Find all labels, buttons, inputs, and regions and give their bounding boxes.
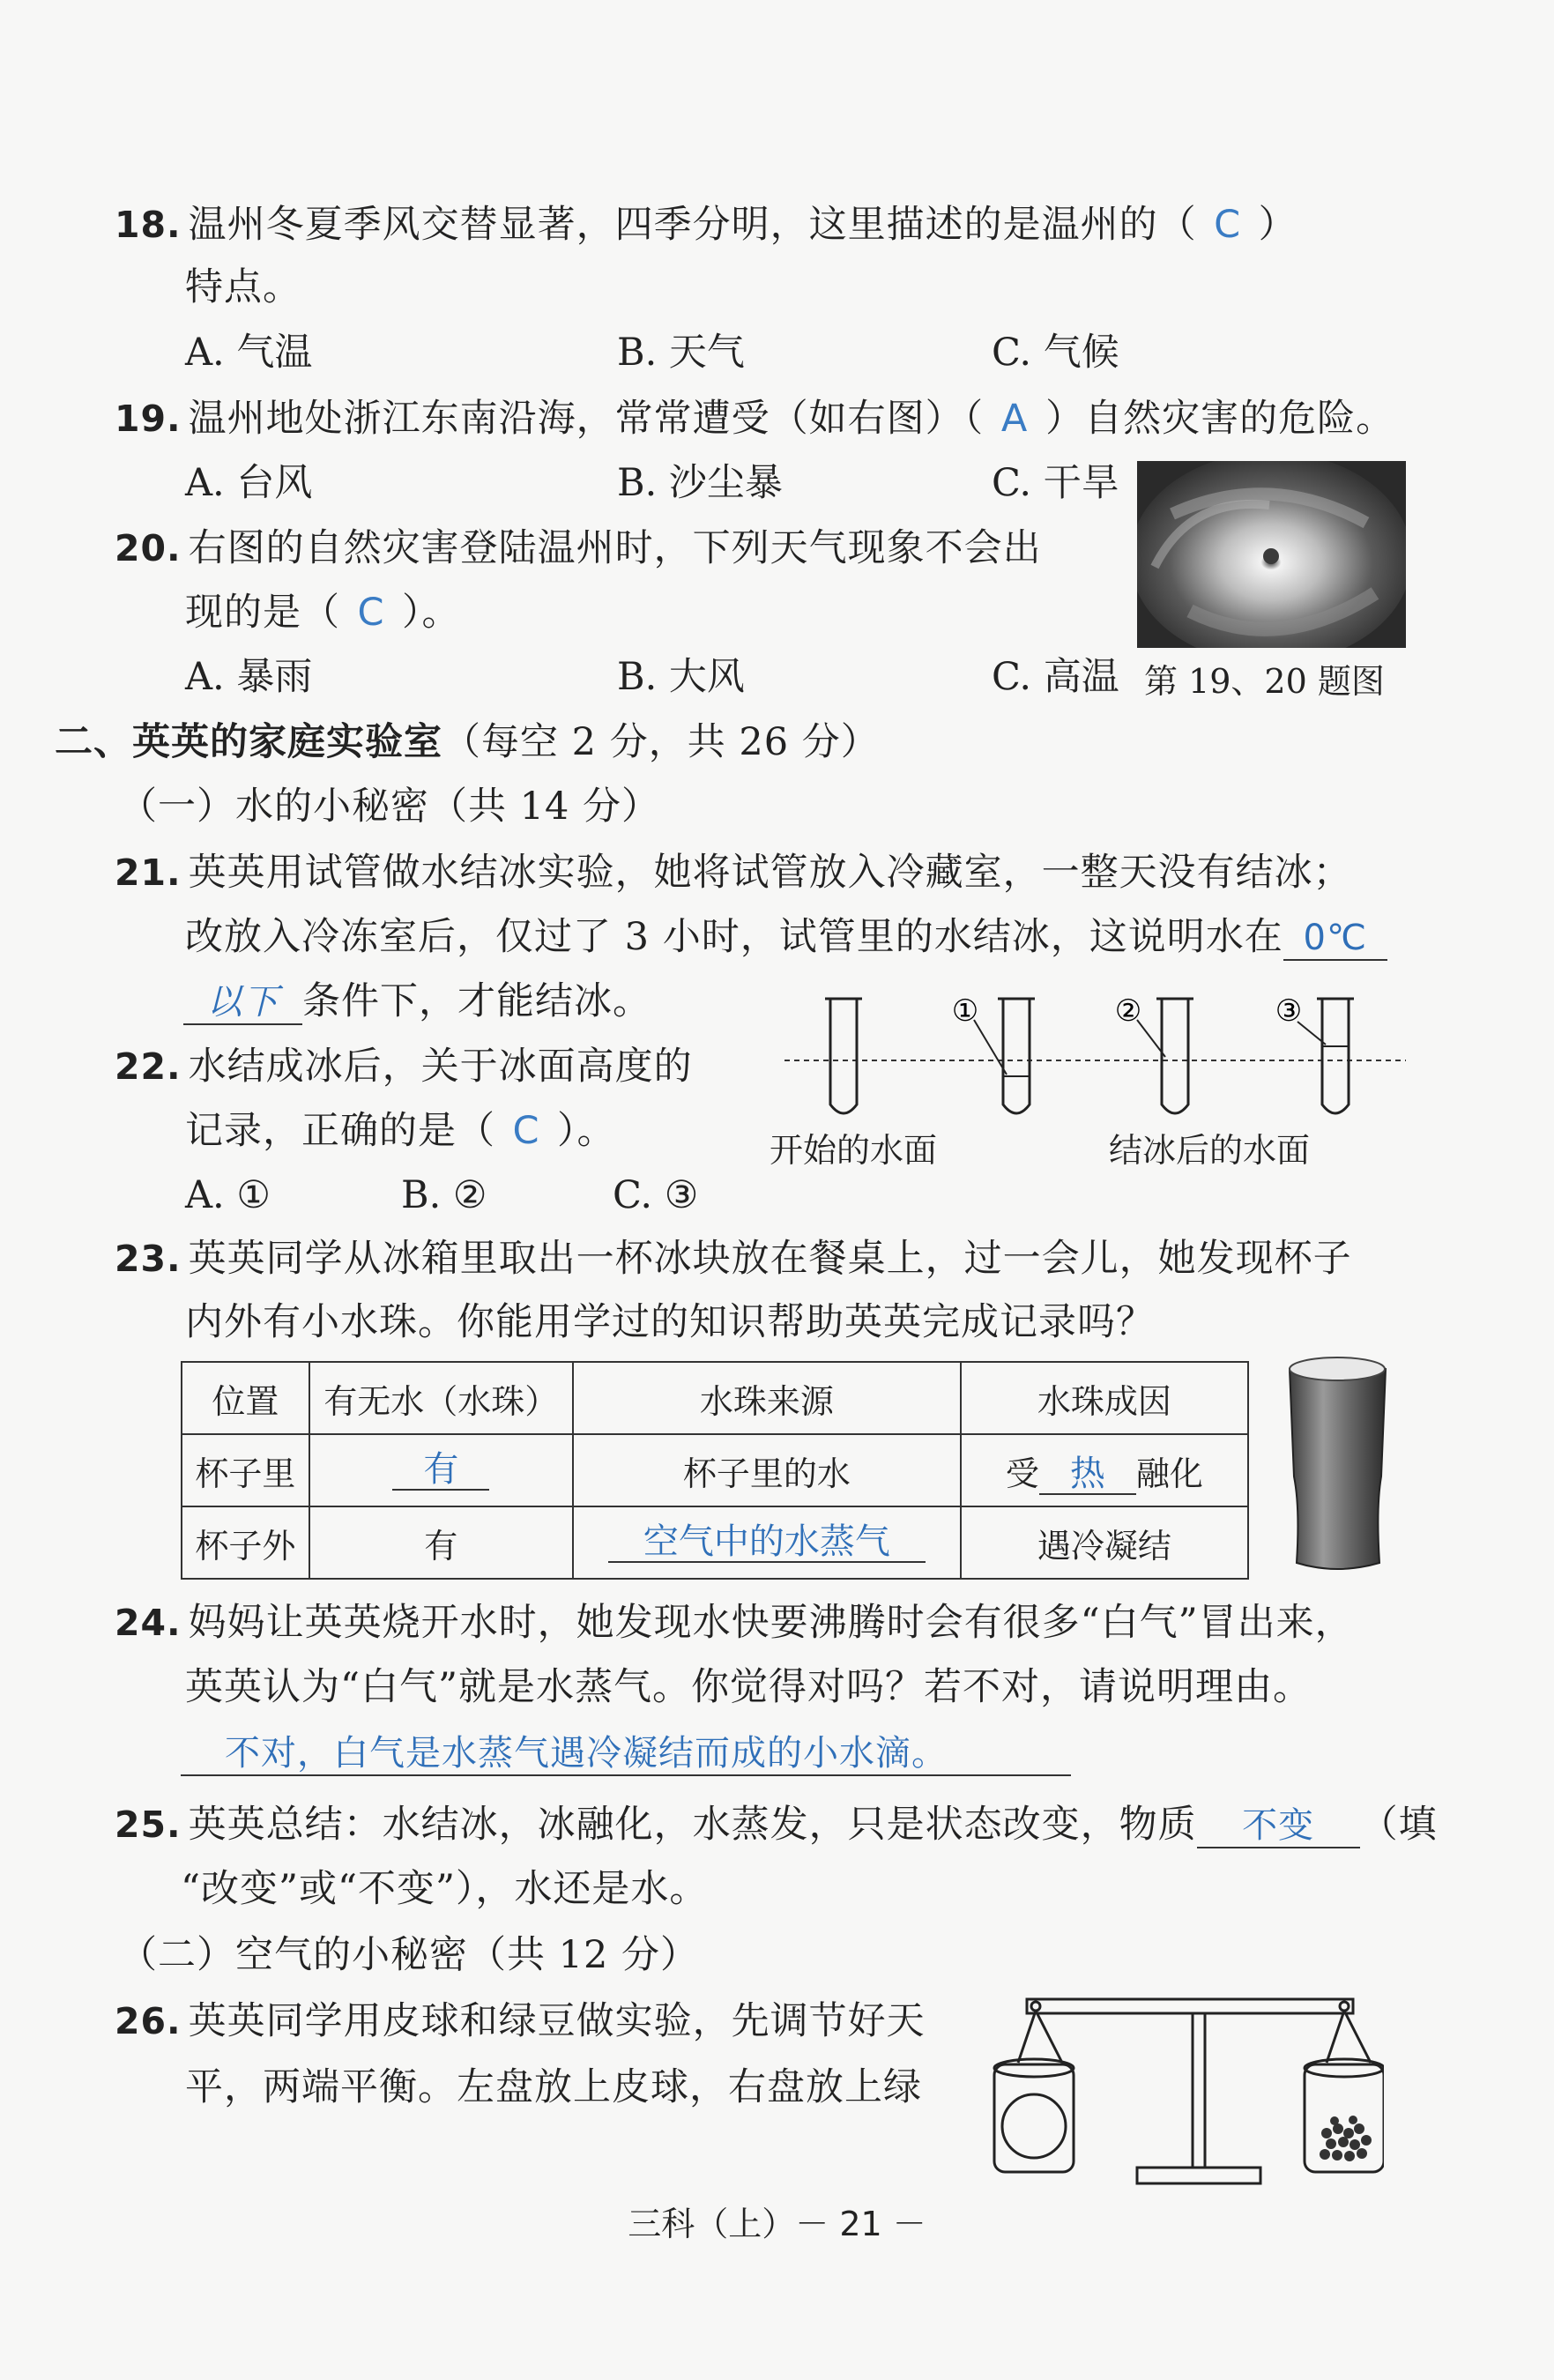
- caption-start-water: 开始的水面: [770, 1131, 938, 1170]
- test-tube-start: [825, 999, 862, 1113]
- question-text: 水结成冰后，关于冰面高度的: [188, 1045, 693, 1089]
- table-cell: 杯子里的水: [573, 1434, 961, 1506]
- question-close: ）自然灾害的危险。: [1045, 397, 1395, 441]
- question-21: [115, 846, 1352, 899]
- answer-choice: C: [512, 1109, 540, 1153]
- question-23: [115, 1232, 1352, 1285]
- test-tube-2: [1137, 999, 1193, 1113]
- question-number: 26.: [115, 2000, 182, 2042]
- table-row: [182, 1434, 1248, 1506]
- marker-label-3: ③: [1275, 993, 1303, 1029]
- question-text: 英英同学从冰箱里取出一杯冰块放在餐桌上，过一会儿，她发现杯子: [188, 1237, 1352, 1281]
- question-text: 记录，正确的是（: [185, 1109, 495, 1153]
- question-22: [115, 1040, 693, 1093]
- option-c: C. 高温: [992, 655, 1119, 699]
- table-cell: 遇冷凝结: [961, 1506, 1248, 1579]
- question-text: 温州冬夏季风交替显著，四季分明，这里描述的是温州的（: [188, 203, 1197, 247]
- table-cell: [309, 1434, 573, 1506]
- record-table: [181, 1361, 1249, 1580]
- question-25: [115, 1798, 1438, 1851]
- table-cell: 杯子外: [182, 1506, 309, 1579]
- question-18-cont: 特点。: [185, 265, 301, 309]
- question-19: [115, 392, 1394, 445]
- test-tube-3: [1297, 999, 1354, 1113]
- option-a: A. ①: [185, 1173, 271, 1217]
- section-title: 二、英英的家庭实验室: [55, 720, 442, 764]
- answer-blank: 热: [1039, 1454, 1136, 1495]
- question-18: [115, 198, 1297, 251]
- ice-cup-image: [1283, 1353, 1393, 1578]
- question-20: [115, 522, 1042, 575]
- question-close: ）。: [402, 591, 461, 635]
- answer-blank: 空气中的水蒸气: [608, 1522, 926, 1563]
- table-cell: [573, 1506, 961, 1579]
- answer-blank: 有: [392, 1450, 489, 1491]
- question-24-answer-line: [181, 1726, 1071, 1779]
- question-text-after: （填: [1359, 1803, 1438, 1847]
- answer-blank: 不变: [1197, 1804, 1360, 1848]
- question-24-cont: 英英认为“白气”就是水蒸气。你觉得对吗？若不对，请说明理由。: [185, 1665, 1312, 1709]
- option-b: B. 天气: [617, 331, 745, 375]
- question-text: 英英用试管做水结冰实验，她将试管放入冷藏室，一整天没有结冰；: [188, 851, 1352, 895]
- caption-after-freezing: 结冰后的水面: [1109, 1131, 1311, 1170]
- answer-choice: A: [1000, 397, 1029, 441]
- question-number: 18.: [115, 204, 182, 246]
- question-number: 25.: [115, 1804, 182, 1846]
- table-header: 水珠来源: [573, 1362, 961, 1434]
- question-number: 20.: [115, 527, 182, 569]
- question-text: 英英同学用皮球和绿豆做实验，先调节好天: [188, 1999, 926, 2043]
- question-20-cont: [185, 586, 461, 639]
- option-a: A. 气温: [185, 331, 313, 375]
- test-tube-1: [974, 999, 1035, 1113]
- table-cell: 杯子里: [182, 1434, 309, 1506]
- table-row: [182, 1506, 1248, 1579]
- option-b: B. ②: [401, 1173, 487, 1217]
- question-text: 改放入冷冻室后，仅过了 3 小时，试管里的水结冰，这说明水在: [185, 915, 1283, 959]
- marker-label-2: ②: [1114, 993, 1142, 1029]
- question-number: 21.: [115, 852, 182, 894]
- answer-blank: 不对，白气是水蒸气遇冷凝结而成的小水滴。: [181, 1732, 1071, 1776]
- question-number: 24.: [115, 1602, 182, 1644]
- question-26-cont: 平，两端平衡。左盘放上皮球，右盘放上绿: [185, 2065, 922, 2109]
- question-text: 温州地处浙江东南沿海，常常遭受（如右图）（: [188, 397, 985, 441]
- option-b: B. 沙尘暴: [617, 461, 783, 505]
- option-c: C. 气候: [992, 331, 1119, 375]
- question-close: ）: [1258, 203, 1297, 247]
- marker-label-1: ①: [951, 993, 979, 1029]
- table-cell: 有: [309, 1506, 573, 1579]
- question-text: 现的是（: [185, 591, 340, 635]
- option-a: A. 台风: [185, 461, 313, 505]
- question-21-end: [183, 975, 651, 1028]
- question-number: 23.: [115, 1238, 182, 1280]
- table-header: 水珠成因: [961, 1362, 1248, 1434]
- balance-scale-diagram: [978, 1983, 1384, 2204]
- table-header-row: [182, 1362, 1248, 1434]
- page-footer: 三科（上）－ 21 －: [628, 2205, 926, 2243]
- subsection-title: （二）空气的小秘密（共 12 分）: [119, 1933, 700, 1977]
- option-a: A. 暴雨: [185, 655, 313, 699]
- answer-choice: C: [357, 591, 385, 635]
- answer-blank: 0℃: [1283, 917, 1387, 961]
- cause-prefix: 受: [1005, 1454, 1039, 1493]
- section-heading: [55, 716, 880, 769]
- table-header: 位置: [182, 1362, 309, 1434]
- question-text: 条件下，才能结冰。: [302, 979, 651, 1023]
- section-score: （每空 2 分，共 26 分）: [442, 720, 880, 764]
- question-26: [115, 1995, 926, 2048]
- answer-choice: C: [1214, 203, 1242, 247]
- table-cell: [961, 1434, 1248, 1506]
- table-header: 有无水（水珠）: [309, 1362, 573, 1434]
- question-23-cont: 内外有小水珠。你能用学过的知识帮助英英完成记录吗？: [185, 1300, 1155, 1344]
- question-text: 妈妈让英英烧开水时，她发现水快要沸腾时会有很多“白气”冒出来，: [188, 1601, 1354, 1645]
- question-24: [115, 1596, 1354, 1649]
- question-22-cont: [185, 1104, 616, 1157]
- question-text: 右图的自然灾害登陆温州时，下列天气现象不会出: [188, 526, 1042, 570]
- cause-suffix: 融化: [1135, 1454, 1203, 1493]
- question-number: 22.: [115, 1045, 182, 1088]
- figure-caption: 第 19、20 题图: [1144, 662, 1385, 701]
- option-b: B. 大风: [617, 655, 745, 699]
- option-c: C. ③: [613, 1173, 699, 1217]
- question-21-cont: [185, 911, 1387, 963]
- typhoon-satellite-image: [1137, 461, 1406, 648]
- subsection-title: （一）水的小秘密（共 14 分）: [119, 785, 661, 829]
- question-close: ）。: [557, 1109, 616, 1153]
- question-25-cont: “改变”或“不变”），水还是水。: [181, 1867, 709, 1911]
- option-c: C. 干旱: [992, 461, 1119, 505]
- test-tube-diagram: [776, 992, 1410, 1133]
- question-text: 英英总结：水结冰，冰融化，水蒸发，只是状态改变，物质: [188, 1803, 1197, 1847]
- question-number: 19.: [115, 398, 182, 440]
- answer-blank-cont: 以下: [183, 981, 302, 1025]
